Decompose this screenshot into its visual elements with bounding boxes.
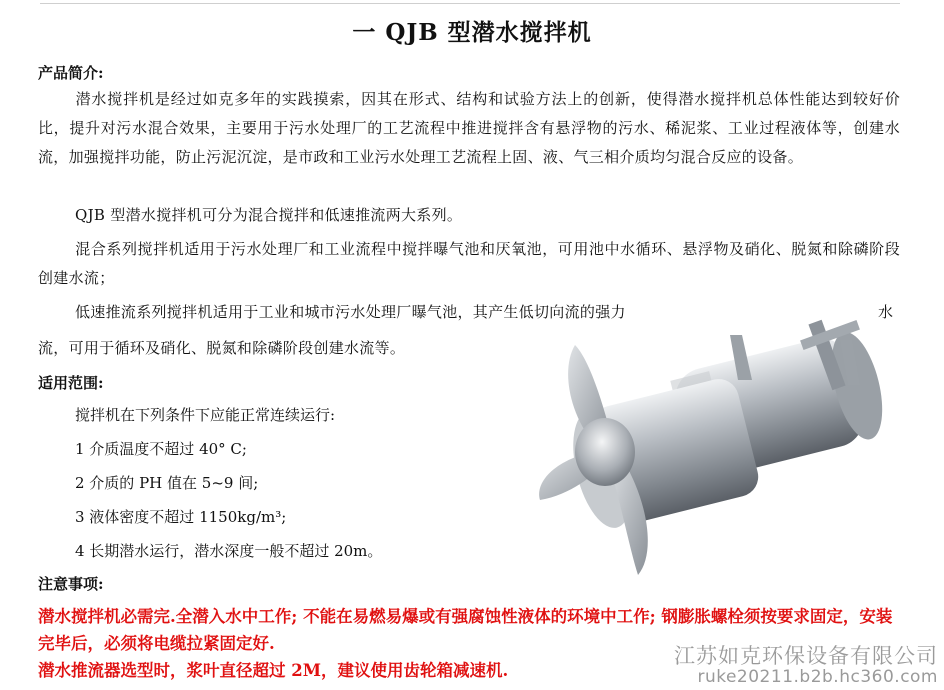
page-title: 一 QJB 型潜水搅拌机: [352, 19, 592, 46]
top-divider: [40, 3, 900, 4]
watermark-company: 江苏如克环保设备有限公司: [674, 644, 938, 668]
scope-item: 2 介质的 PH 值在 5~9 间;: [75, 474, 259, 492]
warning-text-1: 潜水搅拌机必需完.全潜入水中工作; 不能在易燃易爆或有强腐蚀性液体的环境中工作; 钢膨胀螺栓须按要求固定，安装完毕后，必须将电缆拉紧固定好.: [38, 607, 893, 653]
intro-paragraph-3: 混合系列搅拌机适用于污水处理厂和工业流程中搅拌曝气池和厌氧池，可用池中水循环、悬浮物及硝化、脱氮和除磷阶段创建水流；: [38, 240, 900, 287]
watermark-url: ruke20211.b2b.hc360.com: [697, 667, 938, 687]
scope-lead: 搅拌机在下列条件下应能正常连续运行:: [75, 406, 336, 424]
notes-heading: 注意事项:: [38, 575, 104, 593]
intro-paragraph-4: 低速推流系列搅拌机适用于工业和城市污水处理厂曝气池，其产生低切向流的强力: [75, 303, 626, 321]
scope-item: 3 液体密度不超过 1150kg/m³;: [75, 508, 287, 526]
intro-paragraph-4-cont: 流，可用于循环及硝化、脱氮和除磷阶段创建水流等。: [38, 339, 406, 357]
scope-heading: 适用范围:: [38, 374, 104, 392]
scope-item: 4 长期潜水运行，潜水深度一般不超过 20m。: [75, 542, 383, 560]
intro-heading: 产品简介:: [38, 64, 104, 82]
intro-paragraph-1: 潜水搅拌机是经过如克多年的实践摸索，因其在形式、结构和试验方法上的创新，使得潜水搅拌机总体性能达到较好价比，提升对污水混合效果，主要用于污水处理厂的工艺流程中推进搅拌含有悬浮物的污水、稀泥浆、工业过程液体等，创建水流，加强搅拌功能，防止污泥沉淀，是市政和工业污水处理工艺流程上固、液、气三相介质均匀混合反应的设备。: [38, 90, 900, 166]
scope-item: 1 介质温度不超过 40° C;: [75, 440, 247, 458]
submersible-mixer-image: [530, 300, 910, 585]
warning-text-2: 潜水推流器选型时，浆叶直径超过 2M，建议使用齿轮箱减速机.: [38, 661, 509, 680]
intro-paragraph-2: QJB 型潜水搅拌机可分为混合搅拌和低速推流两大系列。: [75, 206, 463, 224]
intro-paragraph-4-tail: 水: [878, 303, 894, 321]
